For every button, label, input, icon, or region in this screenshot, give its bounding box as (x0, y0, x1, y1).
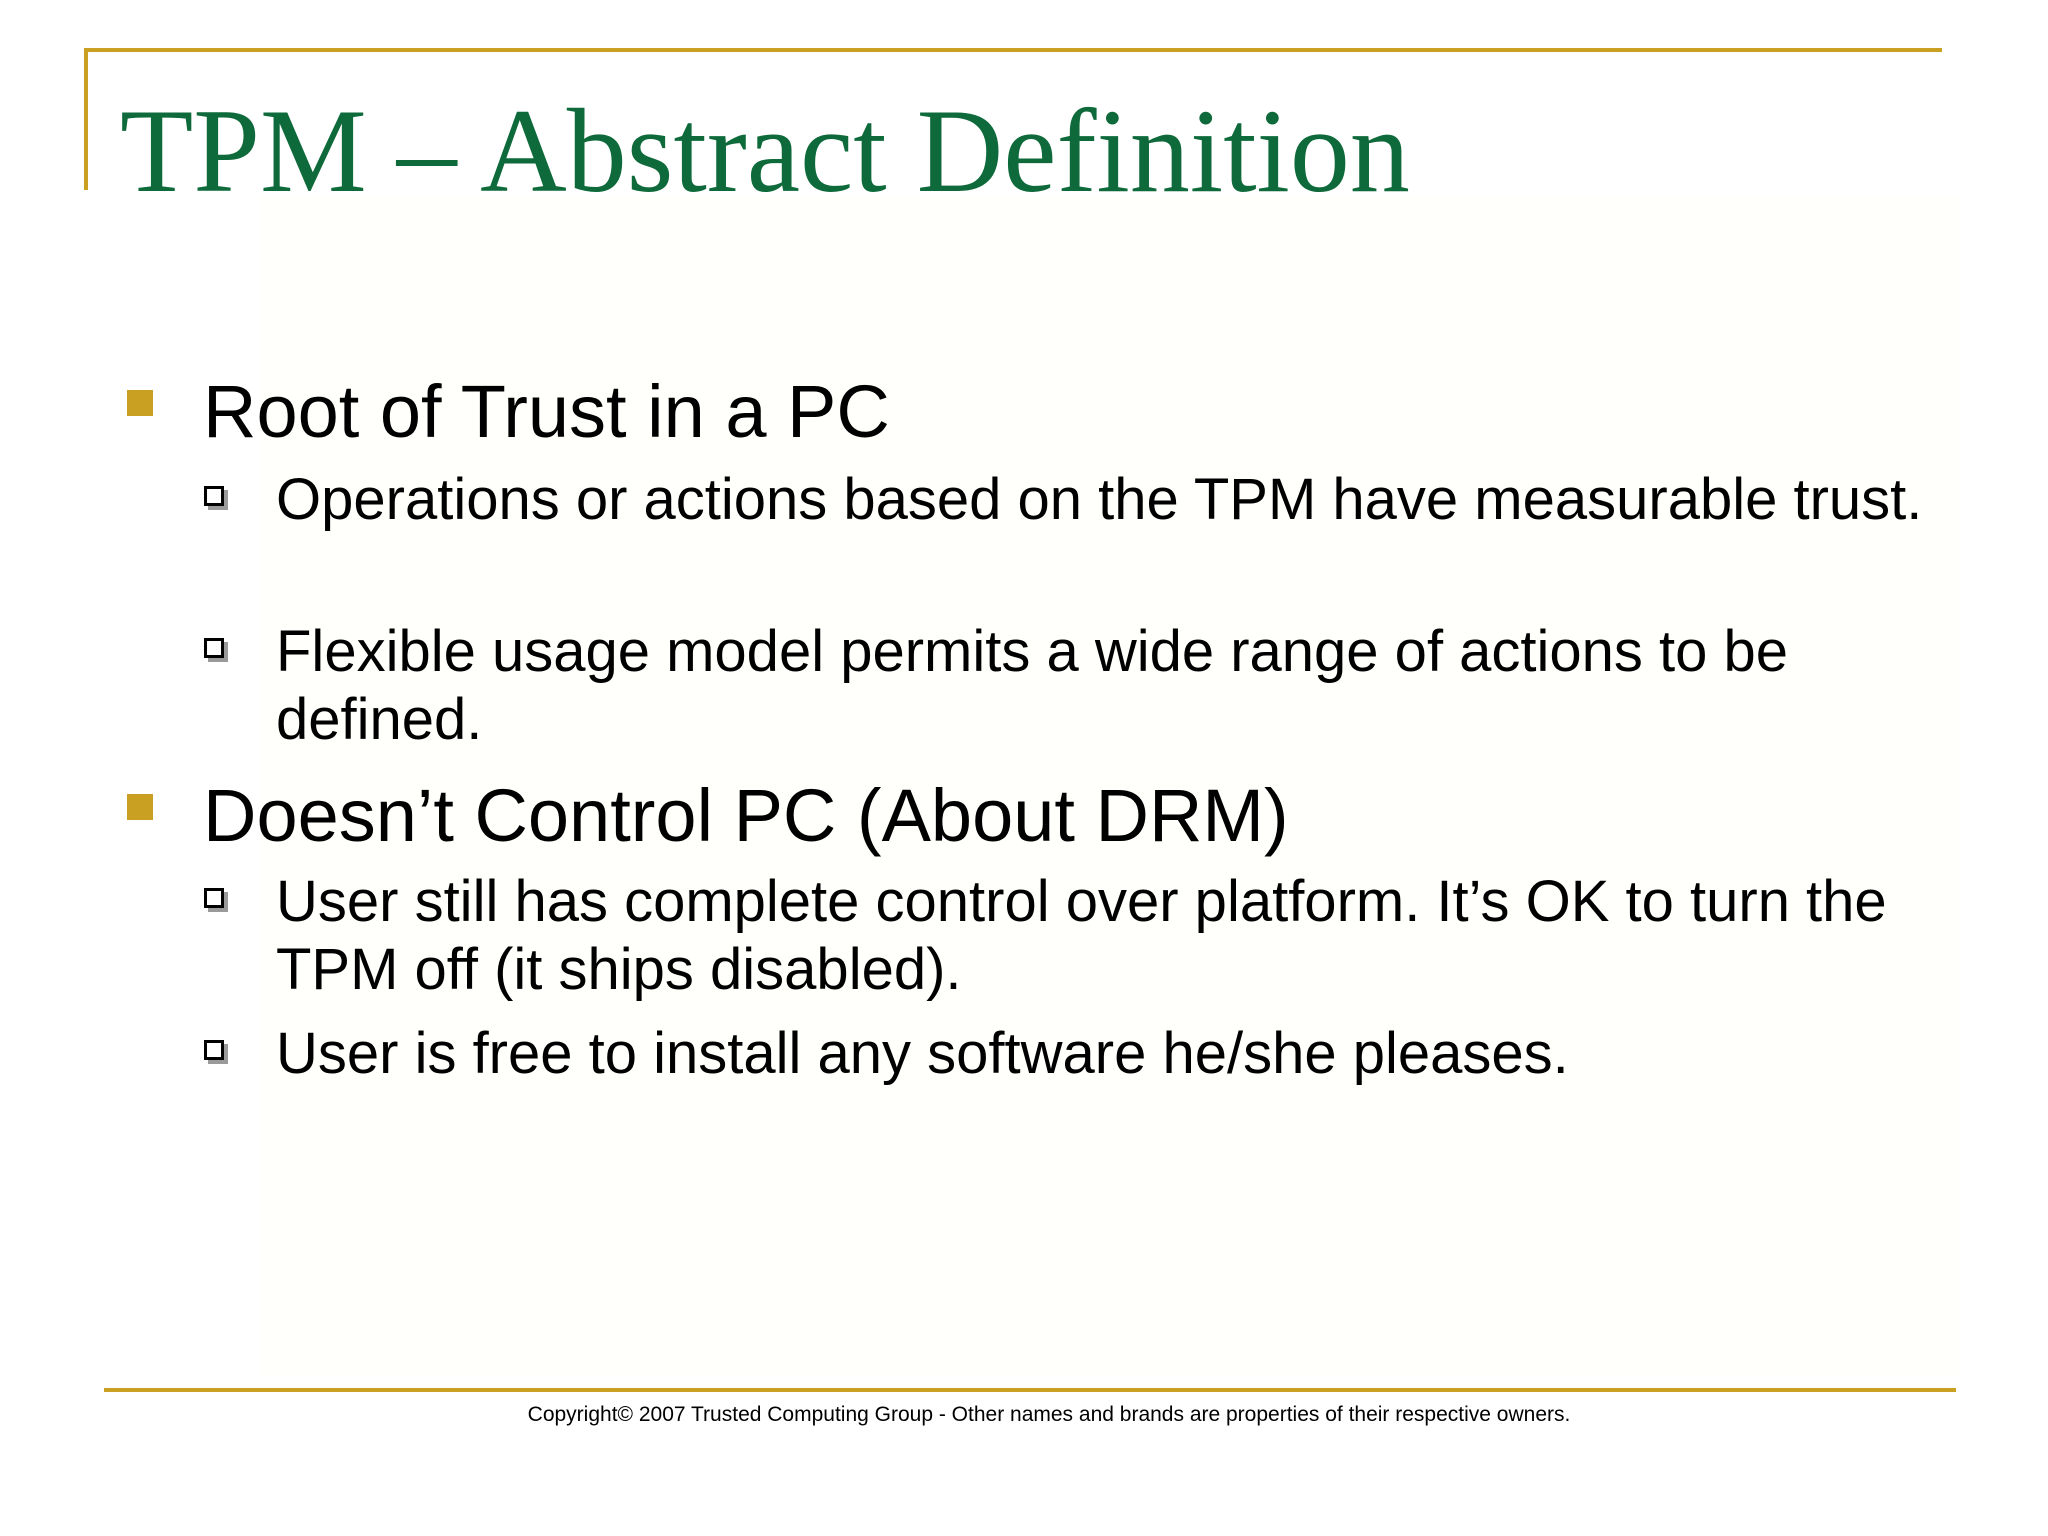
sub-bullet-text: User is free to install any software he/she pleases. (276, 1021, 1569, 1086)
sub-bullet-text: Flexible usage model permits a wide range of actions to be defined. (276, 619, 1789, 752)
footer-rule (104, 1388, 1956, 1392)
square-bullet-icon (127, 390, 153, 416)
sub-bullet-text: Operations or actions based on the TPM have measurable trust. (276, 467, 1923, 532)
hollow-square-bullet-icon (204, 638, 224, 658)
sub-bullet-text: User still has complete control over platform. It’s OK to turn the TPM off (it ships disabled). (276, 869, 1887, 1002)
hollow-square-bullet-icon (204, 888, 224, 908)
hollow-square-bullet-icon (204, 1040, 224, 1060)
hollow-square-bullet-icon (204, 486, 224, 506)
bullet-text: Root of Trust in a PC (203, 370, 890, 453)
title-frame-top-rule (84, 48, 1942, 52)
slide-title: TPM – Abstract Definition (120, 84, 1410, 217)
copyright-footer: Copyright© 2007 Trusted Computing Group - Other names and brands are properties of their respective owners. (527, 1403, 1571, 1426)
square-bullet-icon (127, 794, 153, 820)
bullet-text: Doesn’t Control PC (About DRM) (203, 774, 1289, 857)
title-frame-left-rule (84, 48, 88, 190)
